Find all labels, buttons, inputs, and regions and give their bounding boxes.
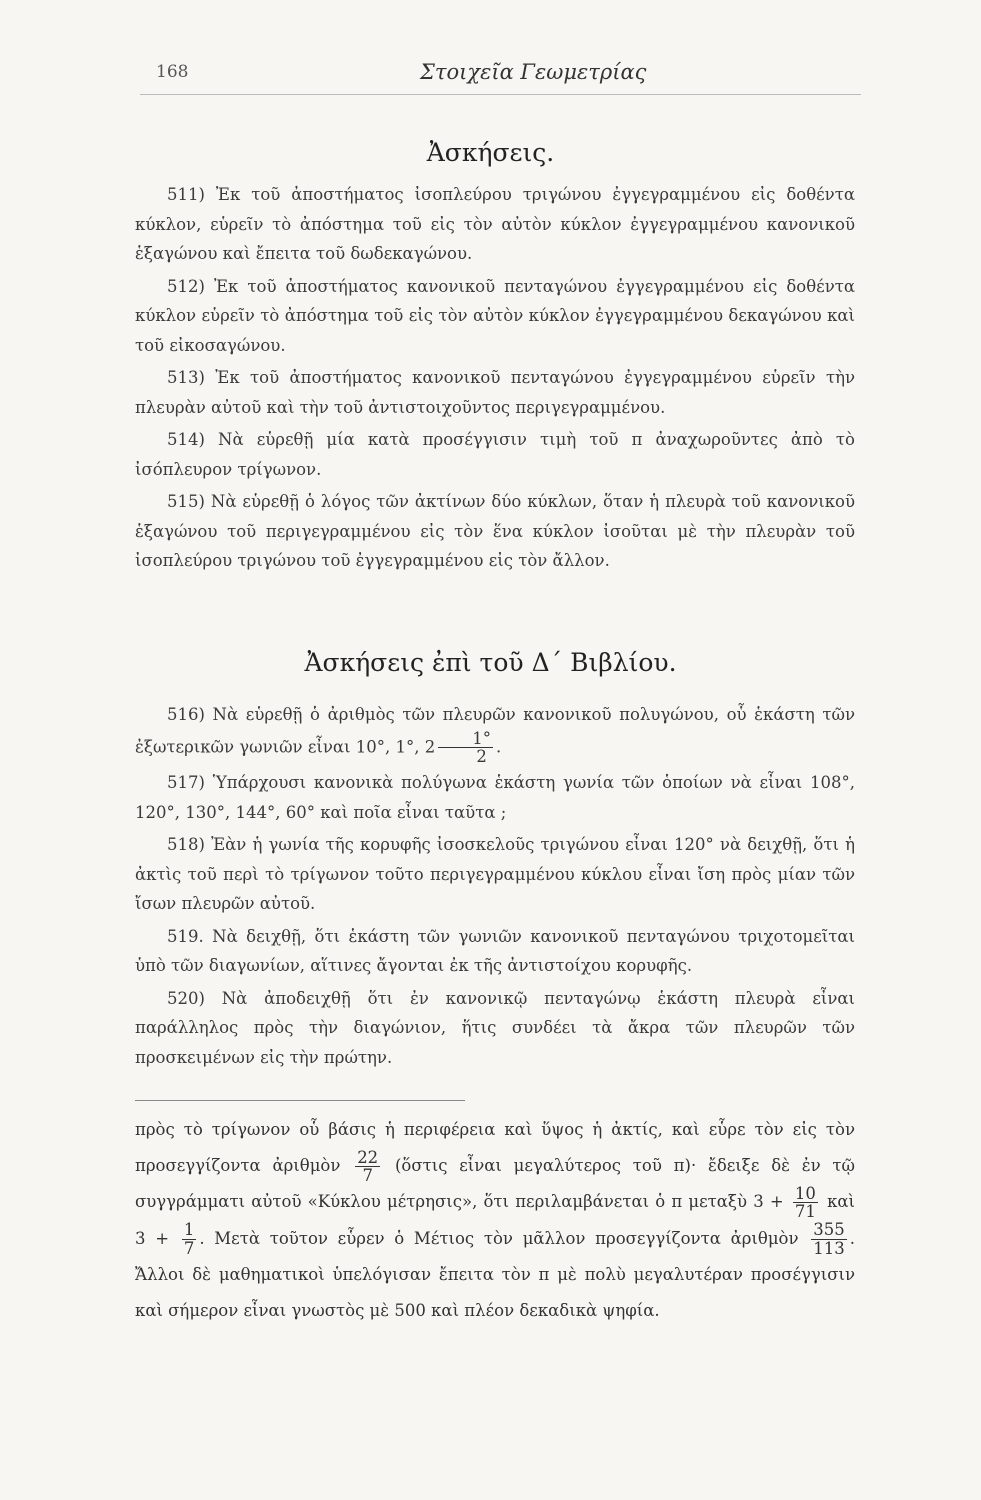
exercise-511: 511) Ἐκ τοῦ ἀποστήματος ἰσοπλεύρου τριγώνου ἐγγεγραμμένου εἰς δοθέντα κύκλον, εὑρεῖν τὸ ἀπόστημα τοῦ εἰς τὸν αὐτὸν κύκλον ἐγγεγραμμένου κανονικοῦ ἑξαγώνου καὶ ἔπειτα τοῦ δωδεκαγώνου.: [135, 185, 855, 263]
exercise-513: 513) Ἐκ τοῦ ἀποστήματος κανονικοῦ πενταγώνου ἐγγεγραμμένου εὑρεῖν τὴν πλευρὰν αὐτοῦ καὶ τὴν τοῦ ἀντιστοιχοῦντος περιγεγραμμένου.: [135, 368, 855, 417]
footnote-divider: [135, 1100, 465, 1101]
exercises-block-1: [135, 180, 855, 579]
footnote-text-4: . Μετὰ τοῦτον εὗρεν ὁ Μέτιος τὸν μᾶλλον προσεγγίζοντα ἀριθμὸν: [199, 1228, 799, 1248]
footnote-text-1: πρὸς τὸ τρίγωνον οὗ βάσις ἡ περιφέρεια καὶ ὕψος ἡ ἀκτίς, καὶ εὗρε τὸν εἰς τὸν προσεγγίζοντα ἀριθμὸν: [135, 1120, 855, 1175]
exercise-515: 515) Νὰ εὑρεθῇ ὁ λόγος τῶν ἀκτίνων δύο κύκλων, ὅταν ἡ πλευρὰ τοῦ κανονικοῦ ἑξαγώνου τοῦ περιγεγραμμένου εἰς τὸν ἕνα κύκλον ἰσοῦται μὲ τὴν πλευρὰν τοῦ ἰσοπλεύρου τριγώνου τοῦ ἐγγεγραμμένου εἰς τὸν ἄλλον.: [135, 492, 855, 570]
exercise-517: 517) Ὑπάρχουσι κανονικὰ πολύγωνα ἑκάστη γωνία τῶν ὁποίων νὰ εἶναι 108°, 120°, 130°, 144°, 60° καὶ ποῖα εἶναι ταῦτα ;: [135, 773, 855, 822]
fraction-denominator: 113: [813, 1238, 845, 1258]
fraction-denominator: 7: [183, 1238, 195, 1258]
running-title: Στοιχεῖα Γεωμετρίας: [420, 60, 647, 84]
exercise-512: 512) Ἐκ τοῦ ἀποστήματος κανονικοῦ πενταγώνου ἐγγεγραμμένου εἰς δοθέντα κύκλον εὑρεῖν τὸ ἀπόστημα τοῦ εἰς τὸν αὐτὸν κύκλον ἐγγεγραμμένου δεκαγώνου καὶ τοῦ εἰκοσαγώνου.: [135, 276, 855, 355]
footnote-text-5: . Ἄλλοι δὲ μαθηματικοὶ ὑπελόγισαν ἔπειτα τὸν π μὲ πολὺ μεγαλυτέραν προσέγγισιν καὶ σήμερον εἶναι γνωστὸς μὲ 500 καὶ πλέον δεκαδικὰ ψηφία.: [135, 1228, 856, 1320]
fraction-numerator: 355: [813, 1220, 845, 1240]
section-title-exercises: Ἀσκήσεις.: [426, 138, 555, 167]
page-number: 168: [156, 62, 189, 82]
fraction-numerator: 1°: [438, 730, 493, 748]
exercise-516: [135, 700, 855, 765]
section-title-book-d: Ἀσκήσεις ἐπὶ τοῦ Δ΄ Βιβλίου.: [304, 648, 677, 677]
exercise-516-text: 516) Νὰ εὑρεθῇ ὁ ἀριθμὸς τῶν πλευρῶν κανονικοῦ πολυγώνου, οὗ ἑκάστη τῶν ἐξωτερικῶν γωνιῶν εἶναι 10°, 1°, 2: [135, 705, 855, 756]
footnote-text-3: καὶ 3 +: [135, 1192, 856, 1248]
fraction-10-71: [793, 1185, 818, 1221]
fraction-denominator: 7: [362, 1166, 373, 1185]
fraction-1-7: [182, 1221, 197, 1257]
exercise-520: 520) Νὰ ἀποδειχθῇ ὅτι ἐν κανονικῷ πενταγώνῳ ἑκάστη πλευρὰ εἶναι παράλληλος πρὸς τὴν διαγώνιον, ἥτις συνδέει τὰ ἄκρα τῶν πλευρῶν τῶν προσκειμένων εἰς τὴν πρώτην.: [135, 988, 855, 1067]
fraction-numerator: 1: [183, 1220, 195, 1240]
fraction-355-113: [811, 1221, 847, 1257]
exercise-514: 514) Νὰ εὑρεθῇ μία κατὰ προσέγγισιν τιμὴ τοῦ π ἀναχωροῦντες ἀπὸ τὸ ἰσόπλευρον τρίγωνον.: [135, 430, 855, 479]
fraction-numerator: 22: [357, 1147, 379, 1167]
exercise-519: 519. Νὰ δειχθῇ, ὅτι ἑκάστη τῶν γωνιῶν κανονικοῦ πενταγώνου τριχοτομεῖται ὑπὸ τῶν διαγωνίων, αἵτινες ἄγονται ἐκ τῆς ἀντιστοίχου κορυφῆς.: [135, 926, 855, 976]
fraction-numerator: 10: [794, 1184, 816, 1203]
fraction-one-degree-half: [438, 730, 493, 766]
fraction-denominator: 2: [476, 746, 487, 766]
header-rule: [140, 94, 861, 95]
exercise-518: 518) Ἐὰν ἡ γωνία τῆς κορυφῆς ἰσοσκελοῦς τριγώνου εἶναι 120° νὰ δειχθῇ, ὅτι ἡ ἀκτὶς τοῦ περὶ τὸ τρίγωνον τοῦτο περιγεγραμμένου κύκλου εἶναι ἴση πρὸς μίαν τῶν ἴσων πλευρῶν αὐτοῦ.: [135, 835, 855, 914]
exercise-516-end: .: [495, 736, 502, 756]
fraction-denominator: 71: [794, 1202, 816, 1222]
page-header: [140, 58, 861, 98]
fraction-22-7: [355, 1149, 380, 1185]
footnote: [135, 1112, 855, 1329]
exercises-block-2: [135, 700, 855, 1075]
footnote-text-2: (ὅστις εἶναι μεγαλύτερος τοῦ π)· ἔδειξε δὲ ἐν τῷ συγγράμματι αὐτοῦ «Κύκλου μέτρησις», ὅτι περιλαμβάνεται ὁ π μεταξὺ 3 +: [135, 1156, 856, 1212]
